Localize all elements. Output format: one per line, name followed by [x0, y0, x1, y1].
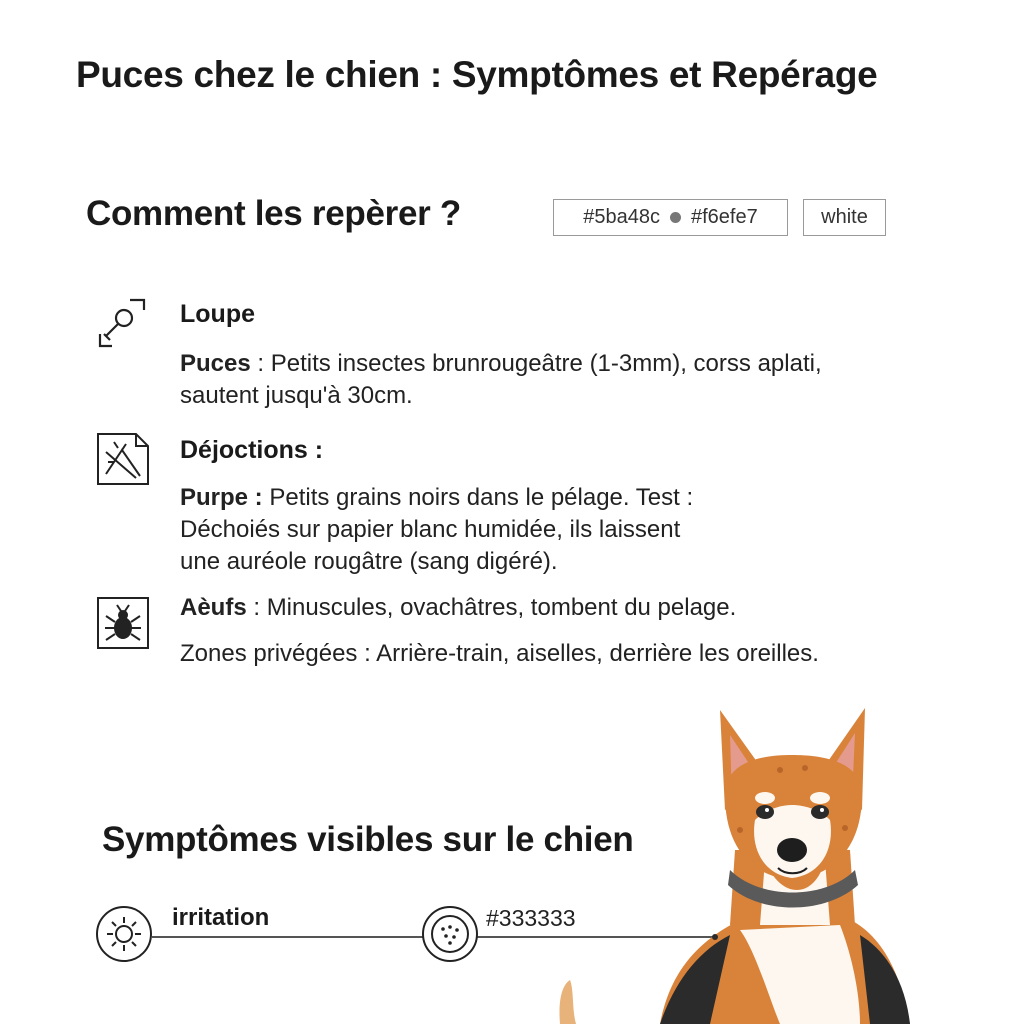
item-dejoctions-label: Déjoctions :	[180, 436, 324, 464]
item-purpe-line1: Petits grains noirs dans le pélage. Test :	[262, 484, 694, 511]
skin-dots-icon	[421, 905, 479, 963]
section-heading-reperer: Comment les repèrer ?	[86, 194, 461, 233]
item-puces-line1: : Petits insectes brunrougeâtre (1-3mm), corss aplati,	[250, 350, 822, 377]
item-puces-text	[180, 348, 822, 380]
swatch-color-1: #5ba48c	[583, 206, 660, 228]
dog-illustration	[540, 700, 1024, 1024]
item-purpe-text	[180, 482, 693, 514]
swatch-white-label: white	[821, 206, 868, 228]
separator-dot	[670, 212, 681, 223]
item-loupe-label: Loupe	[180, 300, 255, 328]
symptom-irritation-label: irritation	[172, 904, 270, 931]
magnifier-icon	[96, 296, 150, 350]
item-puces-line2: sautent jusqu'à 30cm.	[180, 382, 413, 409]
swatch-color-2: #f6efe7	[691, 206, 758, 228]
symptom-color-label: #333333	[486, 905, 576, 931]
document-icon	[96, 432, 150, 486]
item-purpe-bold: Purpe :	[180, 484, 263, 511]
item-zones-text: Zones privégées : Arrière-train, aiselles, derrière les oreilles.	[180, 640, 819, 667]
item-oeufs-bold: Aèufs	[180, 594, 247, 621]
item-puces-bold: Puces	[180, 350, 251, 377]
color-swatch-white	[803, 199, 886, 236]
color-swatch-pair	[553, 199, 788, 236]
page-title: Puces chez le chien : Symptômes et Repérage	[76, 54, 878, 95]
item-purpe-line2: Déchoiés sur papier blanc humidée, ils laissent	[180, 516, 681, 543]
sun-irritation-icon	[95, 905, 153, 963]
item-oeufs-text	[180, 592, 736, 624]
bug-icon	[96, 596, 150, 650]
section-heading-symptomes: Symptômes visibles sur le chien	[102, 820, 634, 859]
item-purpe-line3: une auréole rougâtre (sang digéré).	[180, 548, 558, 575]
item-oeufs-line1: : Minuscules, ovachâtres, tombent du pelage.	[246, 594, 737, 621]
